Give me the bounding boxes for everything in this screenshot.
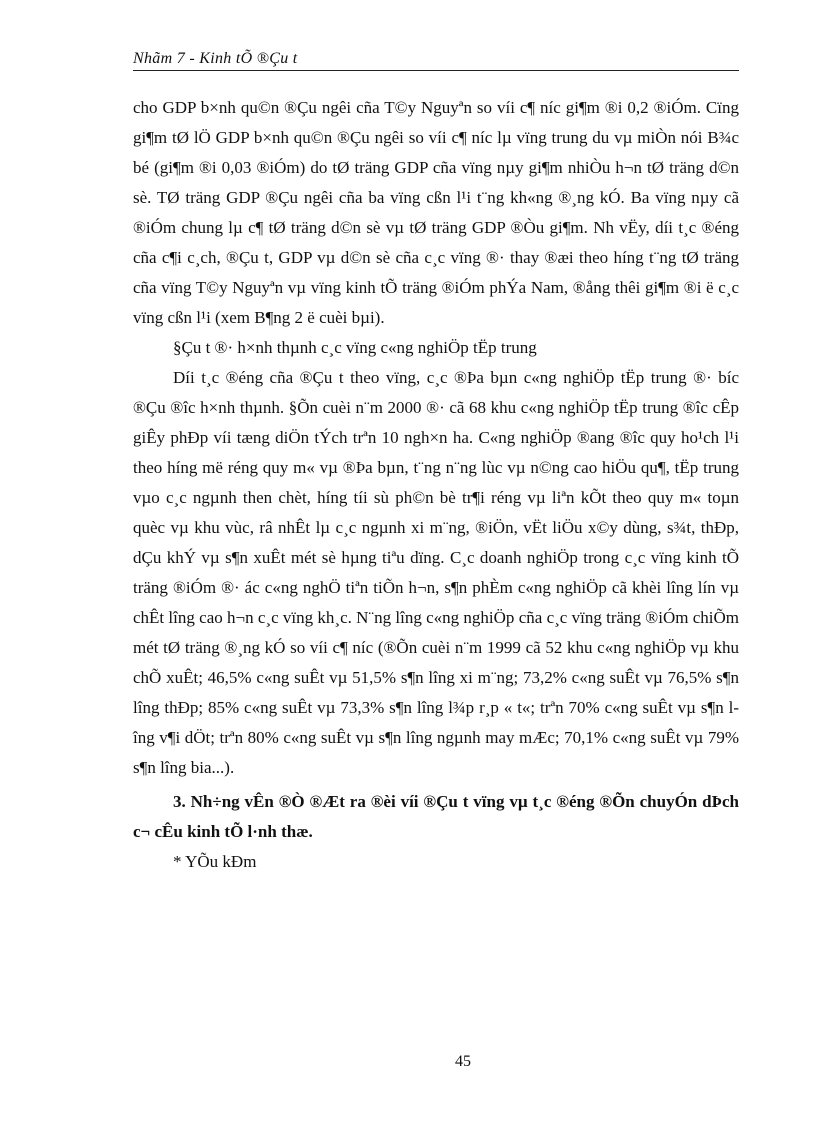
- page-header: [133, 50, 739, 71]
- paragraph-gdp-comparison: cho GDP b×nh qu©n ®Çu ngêi cña T©y Nguyªn so víi c¶ níc gi¶m ®i 0,2 ®iÓm. Cïng gi¶m tØ lÖ GDP b×nh qu©n ®Çu ngêi so víi c¶ níc lµ vïng trung du vµ miÒn nói B¾c bé (gi¶m ®i 0,03 ®iÓm) do tØ träng GDP cña vïng nµy gi¶m nhiÒu h¬n tØ träng d©n sè. TØ träng GDP ®Çu ngêi cña ba vïng cßn l¹i t¨ng kh«ng ®¸ng kÓ. Ba vïng nµy cã ®iÓm chung lµ c¶ tØ träng d©n sè vµ tØ träng GDP ®Òu gi¶m. Nh vËy, díi t¸c ®éng cña c¶i c¸ch, ®Çu t, GDP vµ d©n sè cña c¸c vïng ®· thay ®æi theo híng t¨ng tØ träng cña vïng T©y Nguyªn vµ vïng kinh tÕ träng ®iÓm phÝa Nam, ®ång thêi gi¶m ®i ë c¸c vïng cßn l¹i (xem B¶ng 2 ë cuèi bµi).: [133, 98, 739, 327]
- document-body: [133, 93, 739, 877]
- paragraph-industrial-zones: Díi t¸c ®éng cña ®Çu t theo vïng, c¸c ®Þa bµn c«ng nghiÖp tËp trung ®· bíc ®Çu ®îc h×nh thµnh. §Õn cuèi n¨m 2000 ®· cã 68 khu c«ng nghiÖp tËp trung ®îc cÊp giÊy phÐp víi tæng diÖn tÝch trªn 10 ngh×n ha. C«ng nghiÖp ®ang ®îc quy ho¹ch l¹i theo híng më réng quy m« vµ ®Þa bµn, t¨ng n¨ng lùc vµ n©ng cao hiÖu qu¶, tËp trung vµo c¸c ngµnh then chèt, híng tíi sù ph©n bè tr¶i réng vµ liªn kÕt theo quy m« toµn quèc vµ khu vùc, râ nhÊt lµ c¸c ngµnh xi m¨ng, ®iÖn, vËt liÖu x©y dùng, s¾t, thÐp, dÇu khÝ vµ s¶n xuÊt mét sè hµng tiªu dïng. C¸c doanh nghiÖp trong c¸c vïng kinh tÕ träng ®iÓm ®· ác c«ng nghÖ tiªn tiÕn h¬n, s¶n phÈm c«ng nghiÖp cã khèi lîng lín vµ chÊt lîng cao h¬n c¸c vïng kh¸c. N¨ng lîng c«ng nghiÖp cña c¸c vïng träng ®iÓm chiÕm mét tØ träng ®¸ng kÓ so víi c¶ níc (®Õn cuèi n¨m 1999 cã 52 khu c«ng nghiÖp vµ khu chÕ xuÊt; 46,5% c«ng suÊt vµ 51,5% s¶n lîng xi m¨ng; 73,2% c«ng suÊt vµ 76,5% s¶n lîng thÐp; 85% c«ng suÊt vµ 73,3% s¶n lîng l¾p r¸p « t«; trªn 70% c«ng suÊt vµ s¶n lîng v¶i dÖt; trªn 80% c«ng suÊt vµ s¶n lîng ngµnh may mÆc; 70,1% c«ng suÊt vµ 79% s¶n lîng bia...).: [133, 368, 739, 777]
- header-title: Nhãm 7 - Kinh tÕ ®Çu t: [133, 50, 298, 67]
- page-number: 45: [455, 1053, 471, 1070]
- section-heading-issues: 3. Nh÷ng vÊn ®Ò ®Æt ra ®èi víi ®Çu t vïng vµ t¸c ®éng ®Õn chuyÓn dÞch c¬ cÊu kinh tÕ l·nh thæ.: [133, 792, 739, 841]
- subheading-weaknesses: * YÕu kÐm: [173, 852, 257, 871]
- section-heading-industrial-zones: §Çu t ®· h×nh thµnh c¸c vïng c«ng nghiÖp tËp trung: [173, 338, 537, 357]
